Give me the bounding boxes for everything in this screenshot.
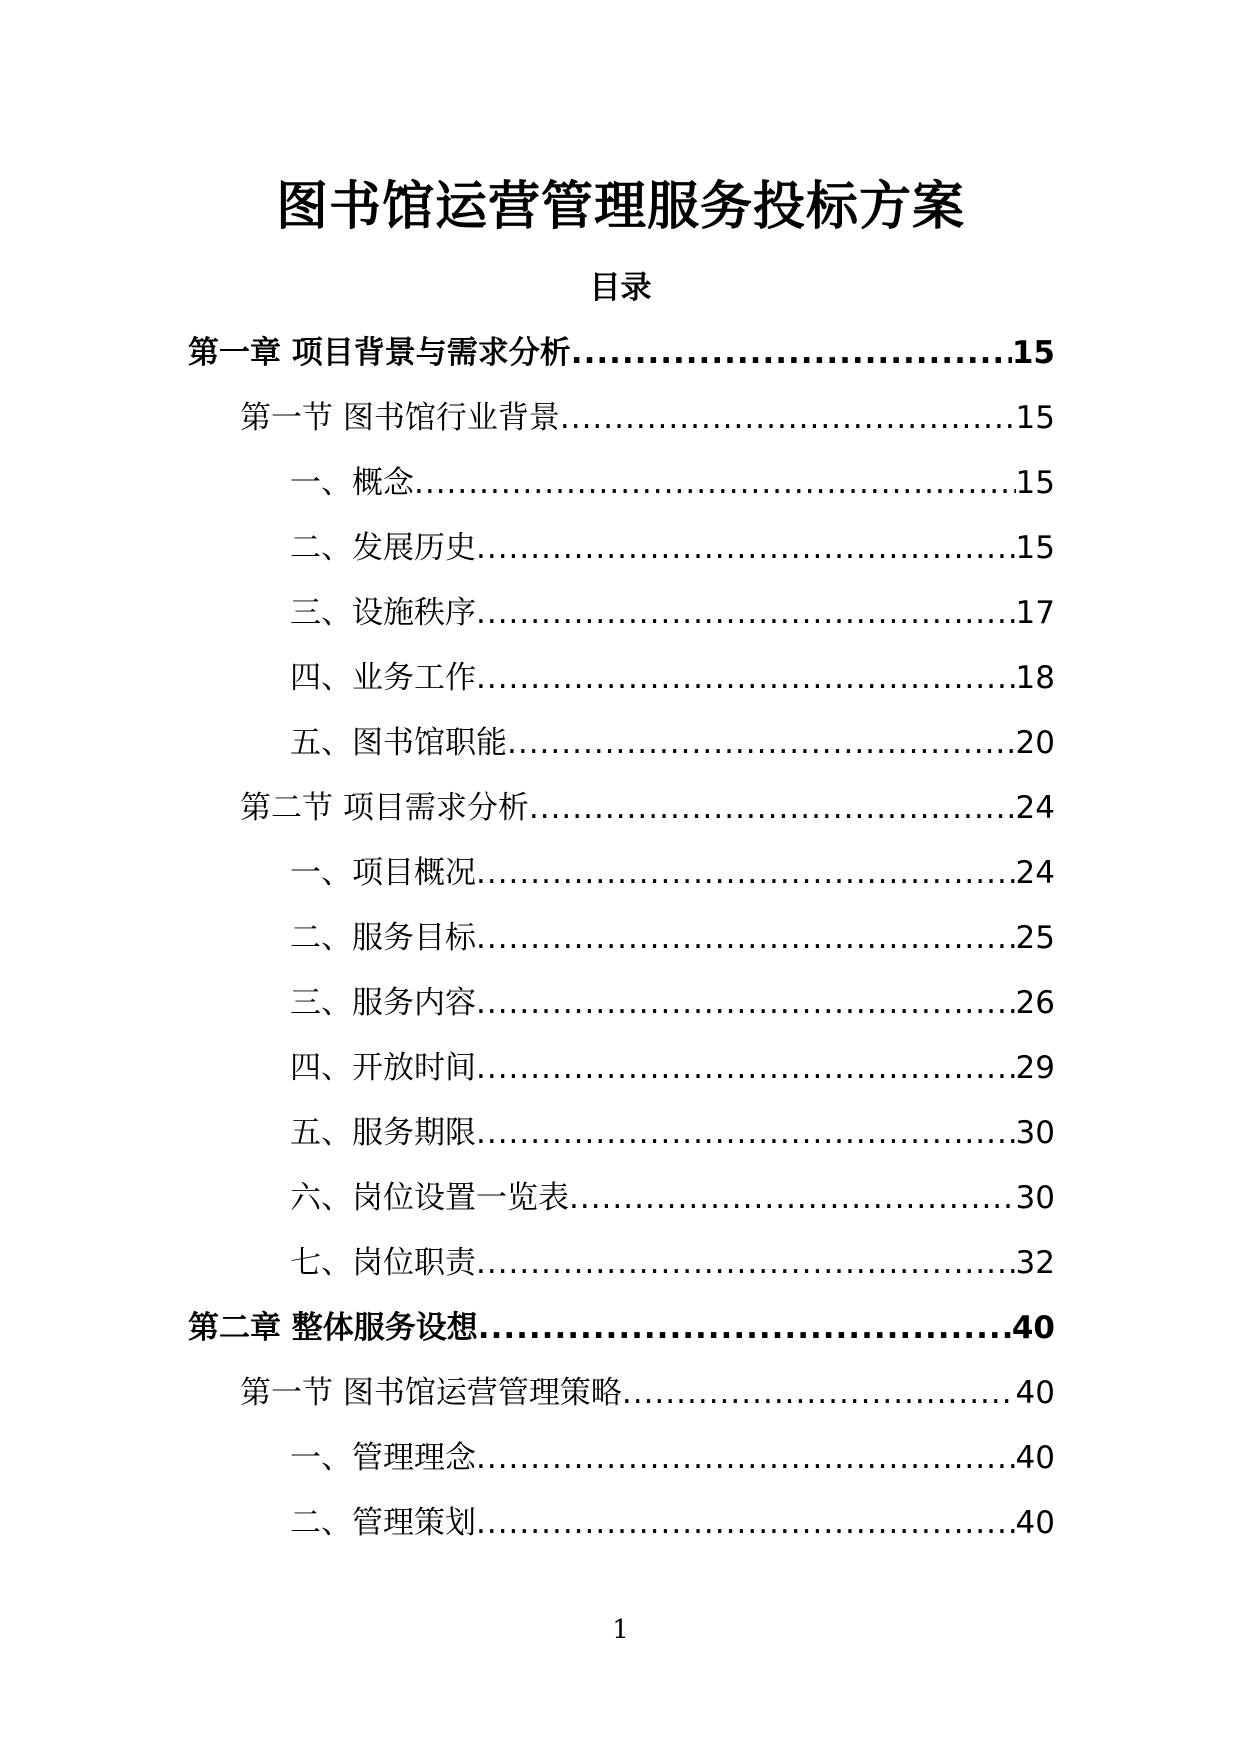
toc-entry-page: 30 [1015,1180,1055,1216]
toc-entry-label: 五、图书馆职能 [290,725,507,761]
toc-leader [622,1368,1016,1418]
toc-entry[interactable] [290,523,1055,573]
toc-entry-page: 15 [1015,465,1055,501]
toc-entry[interactable] [240,783,1055,833]
toc-entry-label: 第二章 整体服务设想 [188,1310,478,1346]
toc-leader [571,328,1012,378]
toc-leader [476,1433,1016,1483]
toc-leader [507,718,1016,768]
toc-leader [476,978,1016,1028]
toc-leader [476,913,1016,963]
toc-entry-page: 40 [1015,1375,1055,1411]
toc-entry[interactable] [290,1238,1055,1288]
toc-leader [476,848,1016,898]
toc-entry-label: 第一章 项目背景与需求分析 [188,335,571,371]
toc-leader [476,1498,1016,1548]
page-number: 1 [612,1615,629,1645]
toc-entry[interactable] [290,848,1055,898]
toc-entry-label: 三、设施秩序 [290,595,476,631]
toc-entry[interactable] [290,1498,1055,1548]
toc-leader [476,1043,1016,1093]
toc-entry-label: 一、项目概况 [290,855,476,891]
toc-leader [476,588,1016,638]
toc-entry-label: 五、服务期限 [290,1115,476,1151]
toc-entry[interactable] [290,1108,1055,1158]
toc-entry-page: 29 [1015,1050,1055,1086]
toc-entry-page: 40 [1015,1440,1055,1476]
toc-entry-page: 17 [1015,595,1055,631]
toc-leader [529,783,1016,833]
toc-entry-page: 15 [1011,335,1055,371]
toc-entry-label: 第一节 图书馆运营管理策略 [240,1375,622,1411]
toc-entry-page: 15 [1015,400,1055,436]
toc-entry-page: 24 [1015,790,1055,826]
toc-entry[interactable] [290,1433,1055,1483]
toc-entry[interactable] [240,1368,1055,1418]
toc-entry[interactable] [290,1043,1055,1093]
toc-entry[interactable] [290,978,1055,1028]
document-title: 图书馆运营管理服务投标方案 [275,177,965,237]
toc-entry-label: 四、业务工作 [290,660,476,696]
toc-entry[interactable] [290,458,1055,508]
toc-entry[interactable] [290,1173,1055,1223]
toc-entry-page: 25 [1015,920,1055,956]
toc-entry-page: 24 [1015,855,1055,891]
toc-leader [478,1303,1012,1353]
toc-leader [569,1173,1016,1223]
toc-entry-page: 40 [1015,1505,1055,1541]
toc-entry-label: 二、发展历史 [290,530,476,566]
toc-entry[interactable] [290,718,1055,768]
toc-entry-label: 三、服务内容 [290,985,476,1021]
toc-entry-label: 二、服务目标 [290,920,476,956]
toc-entry-label: 第二节 项目需求分析 [240,790,529,826]
toc-heading: 目录 [589,270,652,306]
toc-entry[interactable] [188,328,1055,378]
toc-leader [560,393,1016,443]
toc-leader [476,1108,1016,1158]
toc-leader [414,458,1016,508]
toc-leader [476,653,1016,703]
toc-entry-label: 一、概念 [290,465,414,501]
toc-leader [476,523,1016,573]
toc-entry[interactable] [290,653,1055,703]
toc-entry[interactable] [188,1303,1055,1353]
toc-entry-page: 20 [1015,725,1055,761]
toc-entry-page: 40 [1011,1310,1055,1346]
toc-entry[interactable] [290,588,1055,638]
toc-entry-page: 26 [1015,985,1055,1021]
toc-entry-label: 四、开放时间 [290,1050,476,1086]
toc-entry-page: 15 [1015,530,1055,566]
toc-entry[interactable] [240,393,1055,443]
toc-entry-page: 18 [1015,660,1055,696]
toc-entry-page: 30 [1015,1115,1055,1151]
toc-entry-label: 六、岗位设置一览表 [290,1180,569,1216]
toc-entry[interactable] [290,913,1055,963]
toc-entry-label: 二、管理策划 [290,1505,476,1541]
toc-entry-label: 一、管理理念 [290,1440,476,1476]
toc-leader [476,1238,1016,1288]
toc-entry-label: 第一节 图书馆行业背景 [240,400,560,436]
toc-entry-page: 32 [1015,1245,1055,1281]
toc-entry-label: 七、岗位职责 [290,1245,476,1281]
